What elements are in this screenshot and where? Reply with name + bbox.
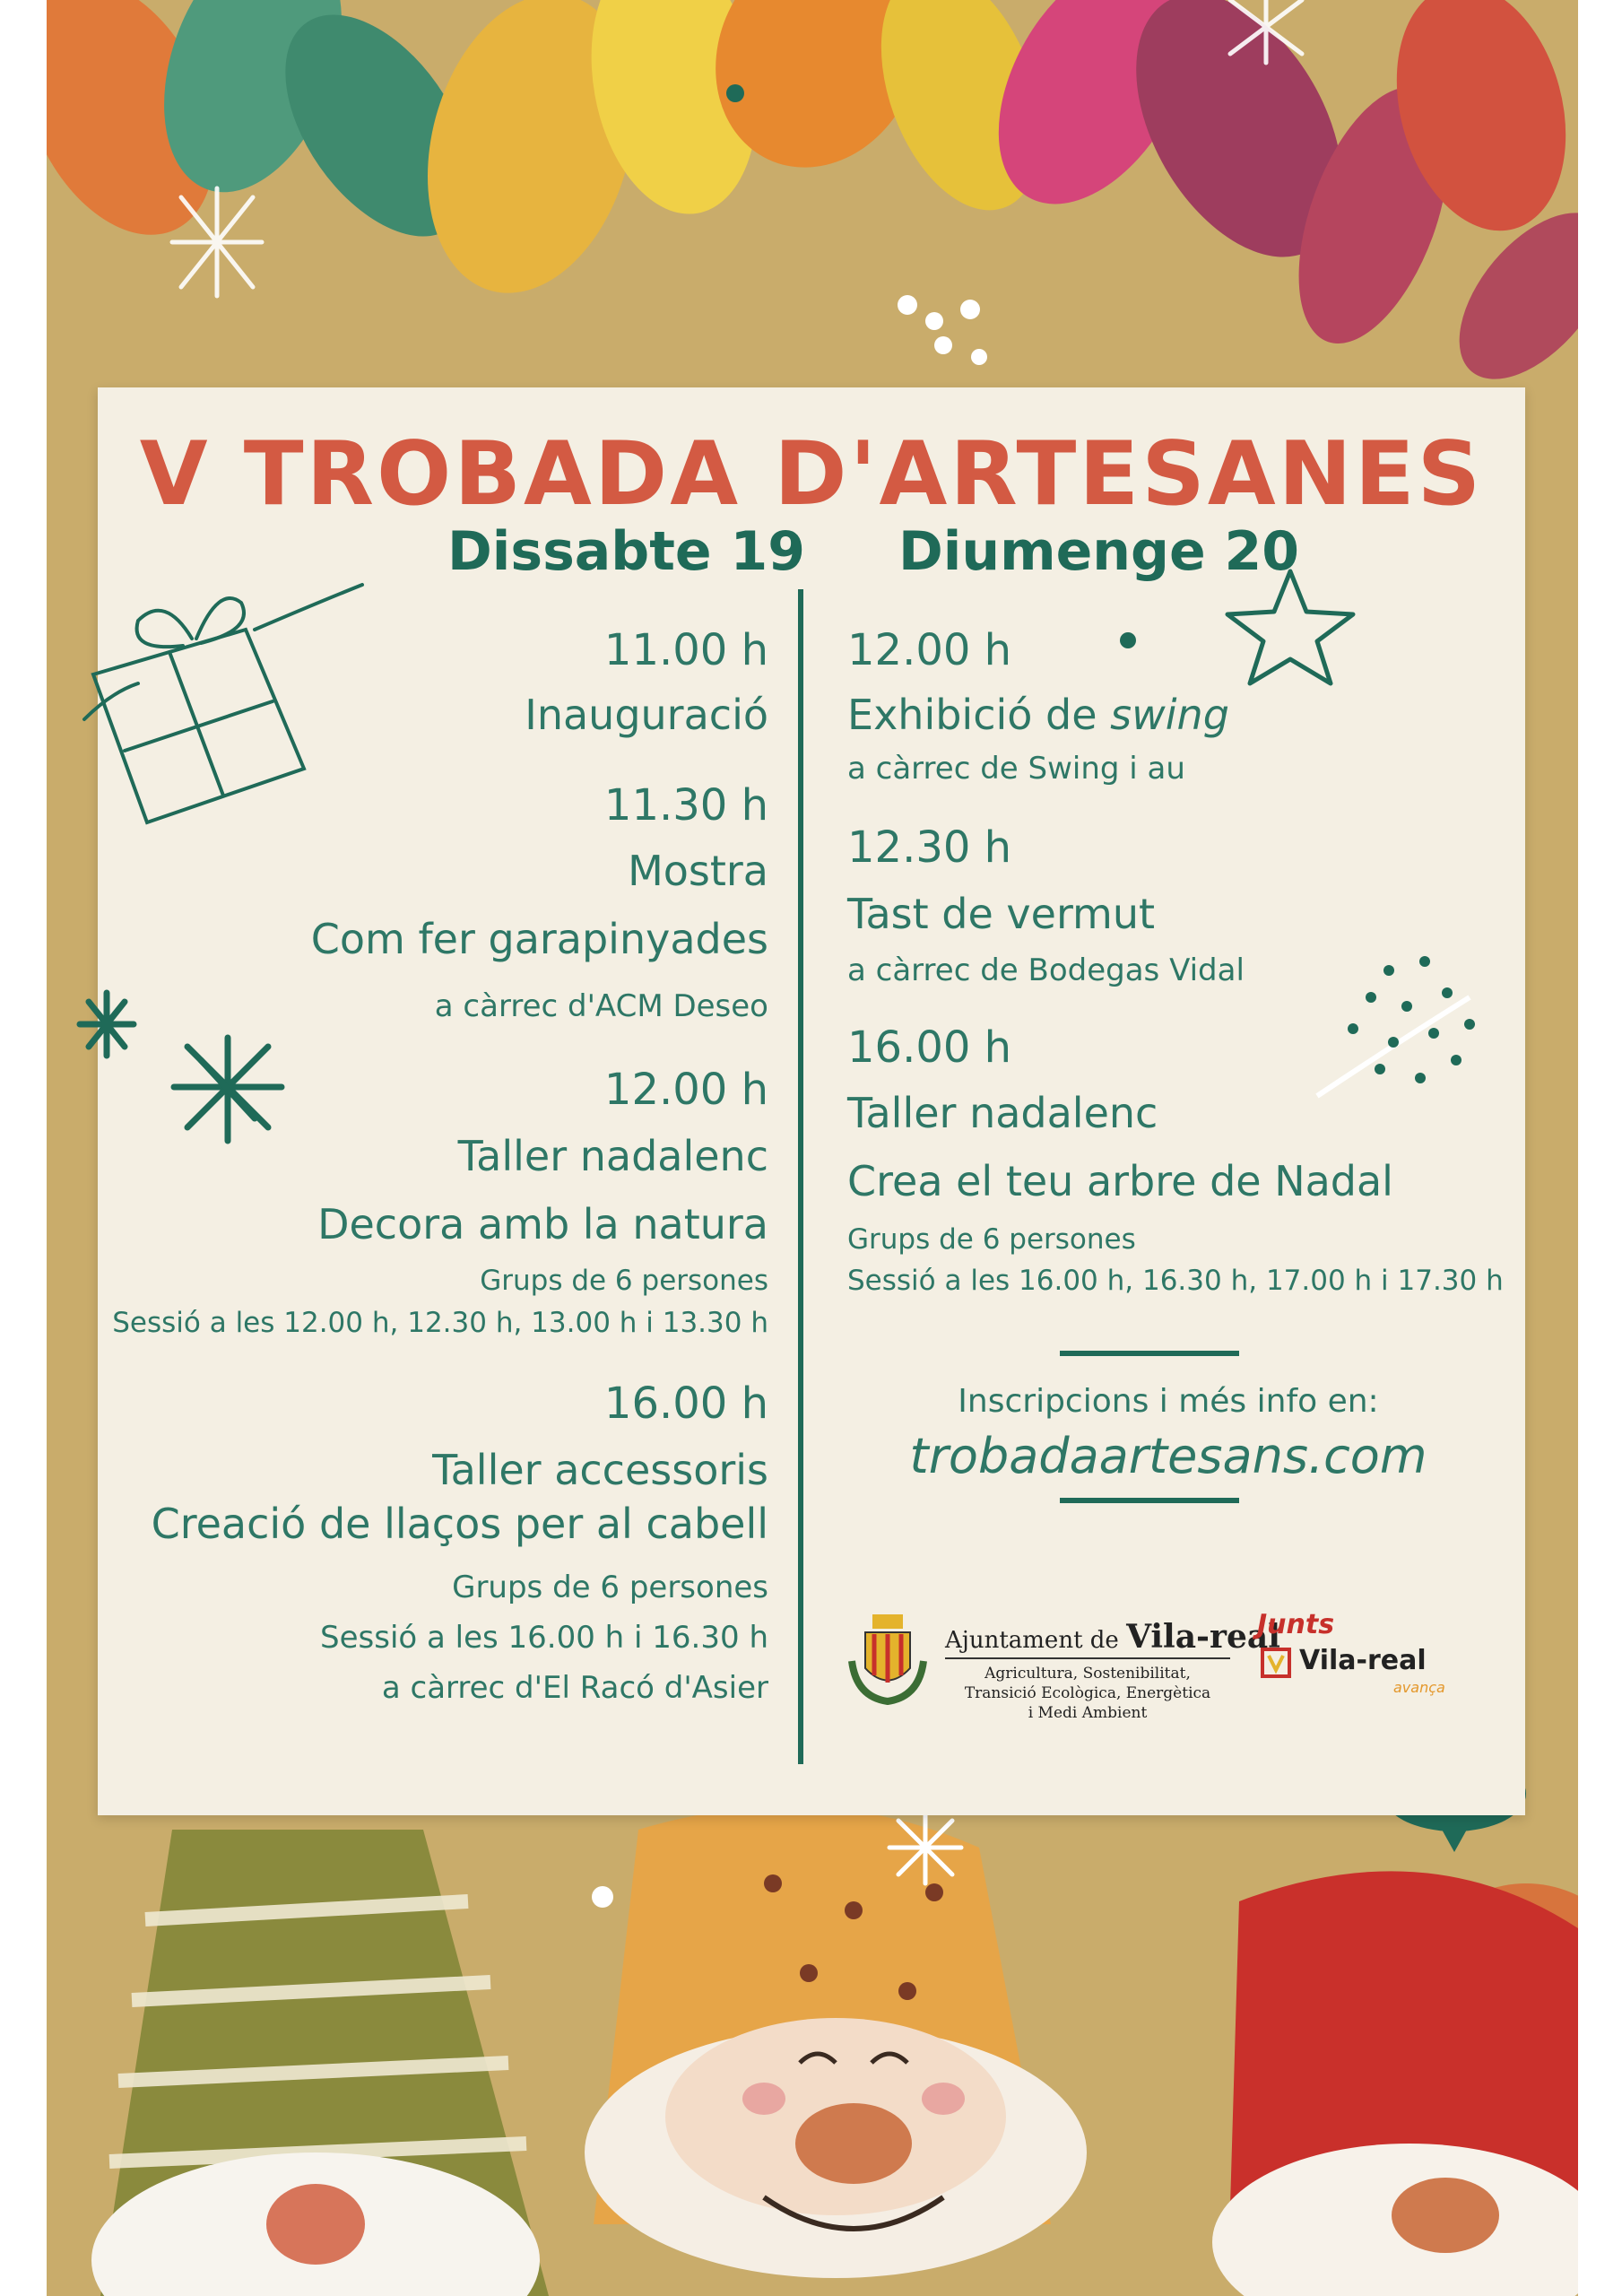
autumn-leaves-illustration [47,0,1578,395]
program-card [98,387,1525,1815]
avanca-logo-text: avança [1393,1679,1445,1696]
column-divider [798,589,803,1764]
gnomes-illustration [47,1794,1578,2296]
ajuntament-city: Vila-real [1126,1618,1280,1656]
event-time: 16.00 h [603,1378,768,1429]
event-name: Tast de vermut [847,890,1156,938]
event-name: Inauguració [525,691,768,739]
event-organizer: a càrrec d'ACM Deseo [434,988,768,1024]
poster-title: V TROBADA D'ARTESANES [139,423,1484,526]
event-name: Taller nadalenc [457,1132,768,1180]
event-subtitle: Com fer garapinyades [310,915,768,963]
event-subtitle: Crea el teu arbre de Nadal [847,1157,1393,1205]
info-website[interactable]: trobadaartesans.com [909,1428,1427,1484]
event-sessions: Sessió a les 16.00 h i 16.30 h [320,1620,768,1656]
event-time: 12.00 h [847,625,1012,675]
event-organizer: a càrrec d'El Racó d'Asier [381,1670,768,1706]
department-line: Transició Ecològica, Energètica [964,1684,1211,1702]
event-name: Taller accessoris [432,1446,768,1494]
logo-divider [945,1657,1230,1659]
dot-icon [1117,630,1139,651]
sprinkles-icon [1299,944,1496,1123]
event-time: 11.00 h [603,625,768,675]
department-line: i Medi Ambient [1028,1704,1148,1722]
vila-real-logo-text: Vila-real [1299,1645,1427,1676]
coat-of-arms-logo [838,1607,937,1706]
event-groups: Grups de 6 persones [452,1570,768,1605]
event-subtitle: Decora amb la natura [317,1200,768,1248]
event-name-italic: swing [1110,691,1229,739]
ajuntament-name [945,1618,1280,1656]
event-time: 12.00 h [603,1065,768,1115]
info-divider-top [1060,1351,1239,1356]
event-groups: Grups de 6 persones [480,1265,768,1297]
saturday-heading: Dissabte 19 [447,520,805,583]
info-label: Inscripcions i més info en: [958,1383,1379,1420]
event-time: 12.30 h [847,822,1012,873]
department-line: Agricultura, Sostenibilitat, [984,1665,1191,1683]
event-time: 11.30 h [603,780,768,831]
gift-box-icon [75,567,380,836]
poster [47,0,1578,2296]
event-sessions: Sessió a les 16.00 h, 16.30 h, 17.00 h i 17.30 h [847,1265,1504,1297]
event-subtitle: Creació de llaços per al cabell [151,1500,768,1548]
junts-logo-text: Junts [1257,1609,1335,1640]
event-name: Taller nadalenc [847,1089,1158,1137]
event-organizer: a càrrec de Swing i au [847,751,1185,787]
sunday-heading: Diumenge 20 [898,520,1300,583]
vila-real-logo-icon [1260,1647,1292,1679]
event-name-prefix: Exhibició de [847,691,1111,739]
event-time: 16.00 h [847,1022,1012,1073]
event-sessions: Sessió a les 12.00 h, 12.30 h, 13.00 h i 13.30 h [112,1307,768,1339]
star-icon [1210,562,1371,697]
event-groups: Grups de 6 persones [847,1223,1136,1256]
event-name: Mostra [628,847,768,895]
ajuntament-prefix: Ajuntament de [945,1627,1119,1654]
event-name [847,691,1229,739]
event-organizer: a càrrec de Bodegas Vidal [847,952,1245,988]
info-divider-bottom [1060,1498,1239,1503]
snowflake-icon [71,975,304,1154]
